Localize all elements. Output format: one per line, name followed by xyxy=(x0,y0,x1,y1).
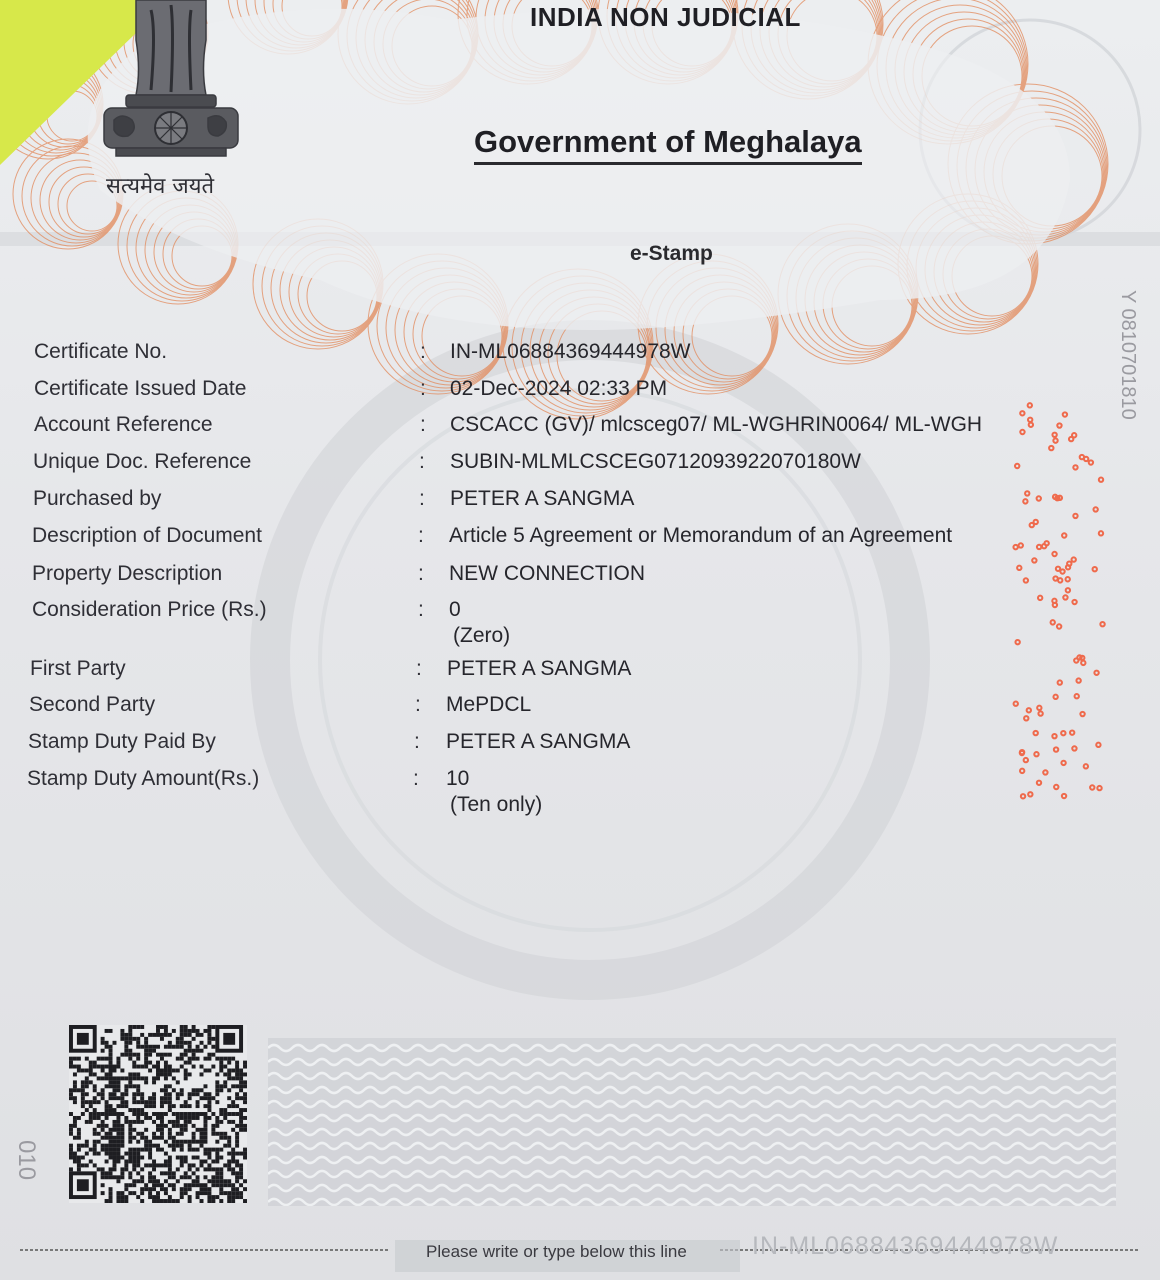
field-value: PETER A SANGMA xyxy=(450,487,635,510)
field-separator: : xyxy=(418,598,424,621)
field-value: PETER A SANGMA xyxy=(446,730,631,753)
field-separator: : xyxy=(416,657,422,680)
field-value: IN-ML06884369444978W xyxy=(450,340,691,363)
field-label: Consideration Price (Rs.) xyxy=(32,598,267,621)
footer-certificate-number: IN-ML06884369444978W xyxy=(752,1232,1059,1260)
header-title: INDIA NON JUDICIAL xyxy=(530,2,801,32)
field-value: 02-Dec-2024 02:33 PM xyxy=(450,377,668,400)
field-separator: : xyxy=(414,730,420,753)
field-value: 10 xyxy=(446,767,470,790)
field-separator: : xyxy=(418,524,424,547)
field-value: Article 5 Agreement or Memorandum of an Agreement xyxy=(449,524,953,547)
field-label: Description of Document xyxy=(32,524,262,547)
write-below-instruction: Please write or type below this line xyxy=(426,1242,687,1261)
field-value: 0 xyxy=(449,598,461,621)
field-separator: : xyxy=(413,767,419,790)
field-value-in-words: (Ten only) xyxy=(450,793,543,816)
field-label: Stamp Duty Paid By xyxy=(28,730,216,753)
field-separator: : xyxy=(418,562,424,585)
field-label: First Party xyxy=(30,657,126,680)
qr-code xyxy=(68,1025,248,1203)
field-value-in-words: (Zero) xyxy=(453,624,511,647)
field-separator: : xyxy=(420,413,426,436)
field-label: Property Description xyxy=(32,562,223,585)
field-separator: : xyxy=(415,693,421,716)
field-label: Certificate Issued Date xyxy=(34,377,247,400)
field-value: PETER A SANGMA xyxy=(447,657,632,680)
field-label: Stamp Duty Amount(Rs.) xyxy=(27,767,260,790)
field-separator: : xyxy=(419,487,425,510)
field-value: MePDCL xyxy=(446,693,532,716)
field-label: Purchased by xyxy=(33,487,162,510)
field-value: NEW CONNECTION xyxy=(449,562,645,585)
national-emblem-icon xyxy=(96,0,246,170)
right-margin-code: Y 0810701810 xyxy=(1117,290,1139,420)
field-label: Certificate No. xyxy=(34,340,168,363)
field-label: Account Reference xyxy=(34,413,213,436)
field-value: SUBIN-MLMLCSCEG0712093922070180W xyxy=(450,450,861,473)
field-separator: : xyxy=(420,377,426,400)
field-label: Second Party xyxy=(29,693,156,716)
field-separator: : xyxy=(420,340,426,363)
field-separator: : xyxy=(419,450,425,473)
field-value: CSCACC (GV)/ mlcsceg07/ ML-WGHRIN0064/ ML-WGH xyxy=(450,413,983,436)
stamp-type-label: e-Stamp xyxy=(630,242,713,265)
national-motto: सत्यमेव जयते xyxy=(106,174,215,199)
security-wave-pattern xyxy=(268,1038,1116,1206)
field-label: Unique Doc. Reference xyxy=(33,450,252,473)
left-margin-code: 010 xyxy=(13,1140,40,1181)
government-name: Government of Meghalaya xyxy=(474,124,862,165)
